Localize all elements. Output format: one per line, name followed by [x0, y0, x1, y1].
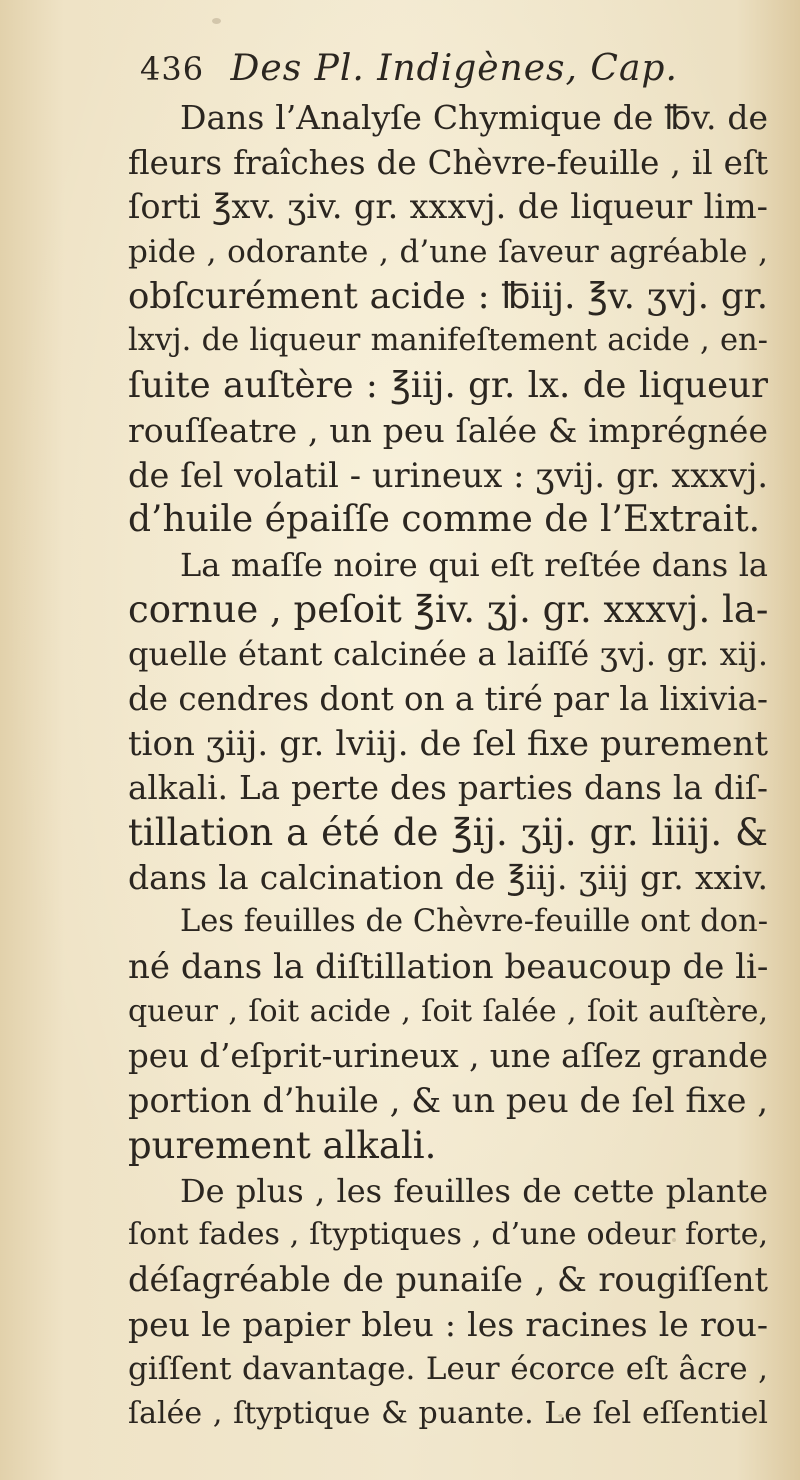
text-line: ſuite auſtère : ℥iij. gr. lx. de liqueur	[128, 365, 768, 407]
text-line: Dans l’Analyſe Chymique de ℔v. de	[180, 98, 768, 137]
text-line: fleurs fraîches de Chèvre-feuille , il eſt	[128, 143, 768, 182]
text-line: alkali. La perte des parties dans la diſ-	[128, 769, 768, 808]
text-line: portion d’huile , & un peu de ſel fixe ,	[128, 1081, 768, 1121]
text-line: La maſſe noire qui eſt reſtée dans la	[180, 545, 768, 584]
text-line: ſorti ℥xv. ʒiv. gr. xxxvj. de liqueur lim-	[128, 187, 768, 227]
text-line: peu d’eſprit-urineux , une aſſez grande	[128, 1037, 768, 1076]
text-line: lxvj. de liqueur manifeſtement acide , en-	[128, 323, 768, 359]
text-line: obſcurément acide : ℔iij. ℥v. ʒvj. gr.	[128, 275, 768, 317]
text-line: déſagréable de punaiſe , & rougiſſent	[128, 1259, 768, 1299]
text-line: tion ʒiij. gr. lviij. de ſel fixe purement	[128, 723, 768, 764]
text-line: quelle étant calcinée a laiſſé ʒvj. gr. xij.	[128, 635, 768, 674]
text-line: cornue , peſoit ℥iv. ʒj. gr. xxxvj. la-	[128, 587, 768, 631]
running-header	[140, 48, 678, 89]
running-title: Des Pl. Indigènes, Cap.	[230, 48, 678, 89]
text-line: de cendres dont on a tiré par la lixivia-	[128, 679, 768, 718]
text-line: queur , ſoit acide , ſoit ſalée , ſoit auſtère,	[128, 993, 768, 1029]
text-line: purement alkali.	[128, 1123, 437, 1167]
text-line: Les feuilles de Chèvre-feuille ont don-	[180, 904, 768, 940]
ink-spot	[212, 18, 221, 24]
text-line: tillation a été de ℥ij. ʒij. gr. liiij. &	[128, 811, 768, 854]
text-line: dans la calcination de ℥iij. ʒiij gr. xxiv.	[128, 857, 768, 897]
text-line: ſalée , ſtyptique & puante. Le ſel eſſentiel	[128, 1395, 768, 1431]
text-line: pide , odorante , d’une ſaveur agréable ,	[128, 234, 768, 271]
text-line: ſont fades , ſtyptiques , d’une odeur forte,	[128, 1217, 768, 1253]
page-number: 436	[140, 50, 205, 88]
text-line: de ſel volatil - urineux : ʒvij. gr. xxxvj.	[128, 455, 768, 495]
text-line: d’huile épaiſſe comme de l’Extrait.	[128, 499, 761, 541]
text-line: De plus , les feuilles de cette plante	[180, 1171, 768, 1210]
text-line: giſſent davantage. Leur écorce eſt âcre ,	[128, 1351, 768, 1388]
text-line: peu le papier bleu : les racines le rou-	[128, 1304, 768, 1344]
text-line: né dans la diſtillation beaucoup de li-	[128, 947, 768, 988]
body-text	[128, 96, 768, 1437]
text-line: rouſſeatre , un peu ſalée & imprégnée	[128, 410, 768, 450]
